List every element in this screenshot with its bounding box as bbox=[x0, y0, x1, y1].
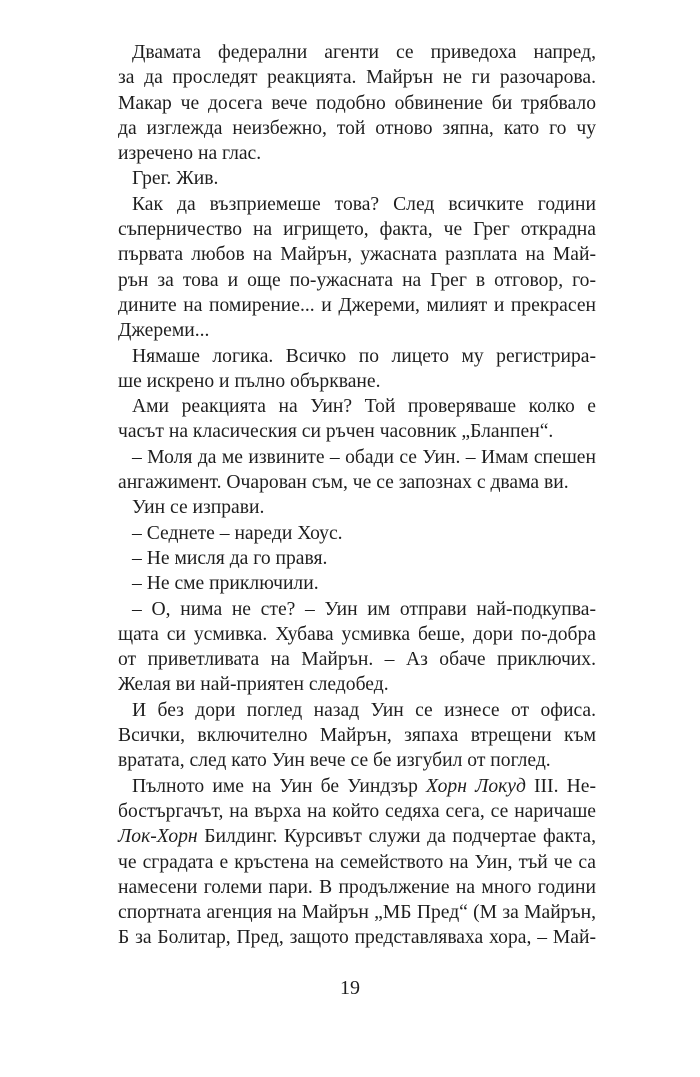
text-line: намесени големи пари. В продължение на много години bbox=[118, 876, 596, 898]
text-line: Уин се изправи. bbox=[132, 497, 265, 519]
text-line: часът на класическия си ръчен часовник „Бланпен“. bbox=[118, 421, 554, 443]
text-segment: Билдинг. Курсивът служи да подчертае факта, bbox=[197, 826, 596, 848]
text-line: щата си усмивка. Хубава усмивка беше, дори по-добра bbox=[118, 623, 596, 645]
text-line: ангажимент. Очарован съм, че се запознах с двама ви. bbox=[118, 472, 569, 494]
page-text bbox=[118, 40, 596, 951]
text-line: – Седнете – нареди Хоус. bbox=[132, 522, 343, 544]
text-segment: III. Не- bbox=[525, 775, 596, 797]
text-line: – Не сме приключили. bbox=[132, 573, 319, 595]
text-line: спортната агенция на Майрън „МБ Пред“ (М за Майрън, bbox=[118, 902, 596, 924]
text-line: бостъргачът, на върха на който седяха сега, се наричаше bbox=[118, 800, 596, 822]
text-line: за да проследят реакцията. Майрън не ги разочарова. bbox=[118, 67, 596, 89]
text-line: – О, нима не сте? – Уин им отправи най-подкупва- bbox=[132, 598, 596, 620]
text-line: Ами реакцията на Уин? Той проверяваше колко е bbox=[132, 396, 596, 418]
text-line: дините на помирение... и Джереми, милият и прекрасен bbox=[118, 294, 596, 316]
text-line: съперничество на игрището, факта, че Грег открадна bbox=[118, 219, 596, 241]
text-line: вратата, след като Уин вече се бе изгубил от поглед. bbox=[118, 750, 551, 772]
text-line: Нямаше логика. Всичко по лицето му регистрира- bbox=[132, 345, 596, 367]
text-line: Грег. Жив. bbox=[132, 168, 219, 190]
text-line-with-italic bbox=[118, 824, 596, 849]
text-line: Двамата федерални агенти се приведоха напред, bbox=[132, 42, 596, 63]
text-line: Джереми... bbox=[118, 320, 210, 342]
text-segment: Пълното име на Уин бе Уиндзър bbox=[132, 775, 427, 797]
text-line-with-italic bbox=[118, 774, 596, 799]
text-line: Макар че досега вече подобно обвинение би трябвало bbox=[118, 92, 596, 114]
italic-name: Лок-Хорн bbox=[118, 826, 198, 848]
text-line: Б за Болитар, Пред, защото представляваха хора, – Май- bbox=[118, 927, 596, 949]
text-line: първата любов на Майрън, ужасната разплата на Май- bbox=[118, 244, 596, 266]
text-line: Как да възприемеше това? След всичките години bbox=[132, 193, 596, 215]
text-line: от приветливата на Майрън. – Аз обаче приключих. bbox=[118, 649, 596, 671]
text-line: И без дори поглед назад Уин се изнесе от офиса. bbox=[132, 699, 596, 721]
italic-name: Хорн Локуд bbox=[426, 775, 526, 797]
text-line: – Моля да ме извините – обади се Уин. – Имам спешен bbox=[132, 446, 596, 468]
text-line: Всички, включително Майрън, зяпаха втрещени към bbox=[118, 725, 596, 747]
text-line: рън за това и още по-ужасната на Грег в отговор, го- bbox=[118, 269, 596, 291]
text-line: Желая ви най-приятен следобед. bbox=[118, 674, 389, 696]
text-line: да изглежда неизбежно, той отново зяпна, като го чу bbox=[118, 117, 596, 139]
text-line: че сградата е кръстена на семейството на Уин, тъй че са bbox=[118, 851, 596, 873]
text-line: изречено на глас. bbox=[118, 143, 262, 165]
text-line: – Не мисля да го правя. bbox=[132, 547, 328, 569]
text-line: ше искрено и пълно объркване. bbox=[118, 370, 381, 392]
page-number: 19 bbox=[340, 977, 360, 999]
